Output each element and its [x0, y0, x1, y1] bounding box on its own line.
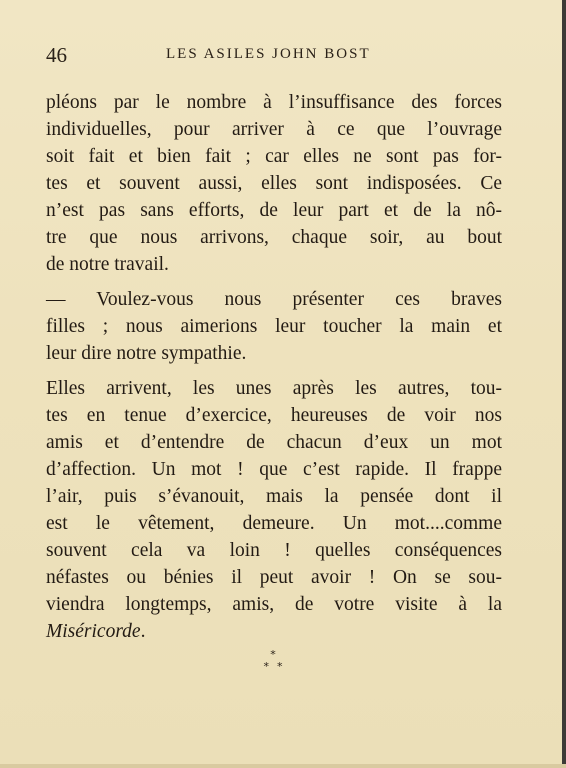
- text-line: d’affection. Un mot ! que c’est rapide. Il frappe: [46, 459, 502, 480]
- paragraph-1: [46, 89, 502, 278]
- asterism-top: *: [270, 648, 276, 661]
- text-line: tes et souvent aussi, elles sont indisposées. Ce: [46, 173, 502, 194]
- text-line: amis et d’entendre de chacun d’eux un mot: [46, 432, 502, 453]
- text-line: l’air, puis s’évanouit, mais la pensée dont il: [46, 486, 502, 507]
- asterism-bottom: **: [263, 660, 291, 673]
- scan-edge-right: [562, 0, 566, 768]
- asterism-ornament: [250, 648, 296, 678]
- text-line: pléons par le nombre à l’insuffisance des forces: [46, 92, 502, 113]
- text-line: tes en tenue d’exercice, heureuses de voir nos: [46, 405, 502, 426]
- final-punctuation: .: [140, 621, 146, 642]
- paragraph-3: [46, 375, 502, 645]
- text-line: viendra longtemps, amis, de votre visite à la: [46, 594, 502, 615]
- text-line: tre que nous arrivons, chaque soir, au bout: [46, 227, 502, 248]
- text-line: soit fait et bien fait ; car elles ne sont pas for-: [46, 146, 502, 167]
- paragraph-2: [46, 286, 502, 367]
- text-line: — Voulez-vous nous présenter ces braves: [46, 289, 502, 310]
- text-line: leur dire notre sympathie.: [46, 343, 247, 364]
- text-line: filles ; nous aimerions leur toucher la main et: [46, 316, 502, 337]
- text-line: Elles arrivent, les unes après les autres, tou-: [46, 378, 502, 399]
- page-header: [46, 40, 502, 70]
- running-head: LES ASILES JOHN BOST: [166, 46, 371, 62]
- body-text: [46, 89, 502, 645]
- page-number: 46: [46, 43, 67, 67]
- italic-title: Miséricorde: [46, 621, 141, 642]
- text-line-final: [46, 618, 502, 645]
- text-line: de notre travail.: [46, 254, 169, 275]
- text-line: n’est pas sans efforts, de leur part et de la nô-: [46, 200, 502, 221]
- text-line: néfastes ou bénies il peut avoir ! On se sou-: [46, 567, 502, 588]
- scan-edge-bottom: [0, 764, 566, 768]
- text-line: souvent cela va loin ! quelles conséquences: [46, 540, 502, 561]
- text-line: est le vêtement, demeure. Un mot....comme: [46, 513, 502, 534]
- text-line: individuelles, pour arriver à ce que l’ouvrage: [46, 119, 502, 140]
